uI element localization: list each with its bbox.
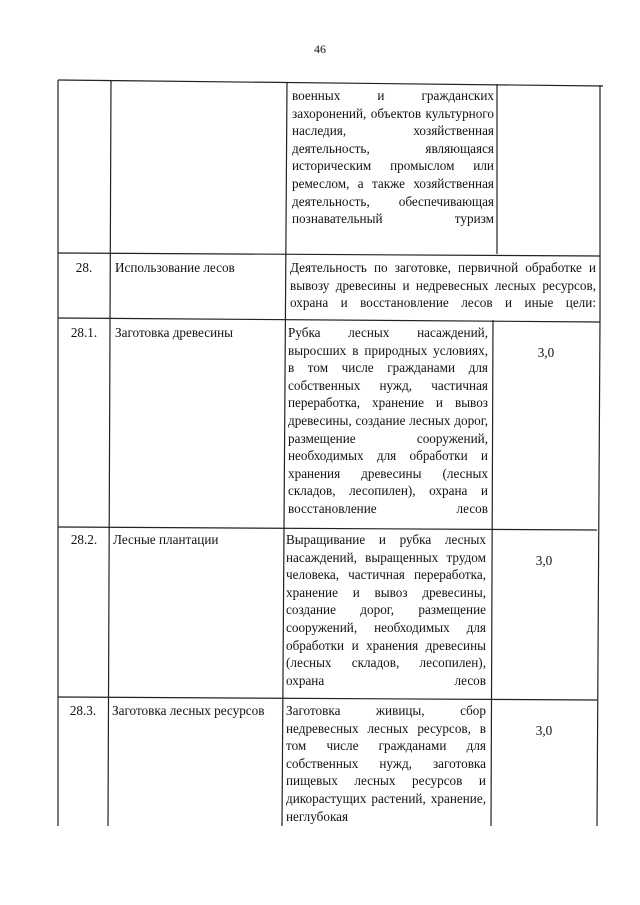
row-description-28: Деятельность по заготовке, первичной обработке и вывозу древесины и недревесных лесных ресурсов, охрана и восстановление лесов и иные цели: xyxy=(290,260,596,311)
row-value-28-1: 3,0 xyxy=(537,345,555,360)
row-value-28-2: 3,0 xyxy=(535,553,553,568)
row-name-28-3: Заготовка лесных ресурсов xyxy=(112,703,265,718)
row-number-28-1: 28.1. xyxy=(70,325,98,340)
row-description-28-1: Рубка лесных насаждений, выросших в природных условиях, в том числе гражданами для собственных нужд, частичная переработка, хранение и вывоз древесины, создание лесных дорог, размещение сооружений, необходимых для обработки и хранения древесины (лесных складов, лесопилен), охрана и восстановление лесов xyxy=(288,325,488,516)
row-description-28-3: Заготовка живицы, сбор недревесных лесных ресурсов, в том числе гражданами для собственных нужд, заготовка пищевых лесных ресурсов и дикорастущих растений, хранение, неглубокая xyxy=(286,703,486,824)
row-number-28-2: 28.2. xyxy=(70,532,98,547)
row-number-28: 28. xyxy=(75,260,93,275)
table-row-continuation-description: военных и гражданских захоронений, объектов культурного наследия, хозяйственная деятельность, являющаяся историческим промыслом или ремеслом, а также хозяйственная деятельность, обеспечивающая познавательный туризм xyxy=(292,88,494,227)
row-number-28-3: 28.3. xyxy=(69,703,97,718)
row-name-28-1: Заготовка древесины xyxy=(115,325,234,340)
page-number: 46 xyxy=(314,42,326,56)
row-description-28-2: Выращивание и рубка лесных насаждений, выращенных трудом человека, частичная переработка, хранение и вывоз древесины, создание дорог, размещение сооружений, необходимых для обработки и хранения древесины (лесных складов, лесопилен), охрана лесов xyxy=(286,532,486,688)
row-name-28-2: Лесные плантации xyxy=(113,532,219,547)
row-value-28-3: 3,0 xyxy=(535,723,553,738)
row-name-28: Использование лесов xyxy=(115,260,235,275)
